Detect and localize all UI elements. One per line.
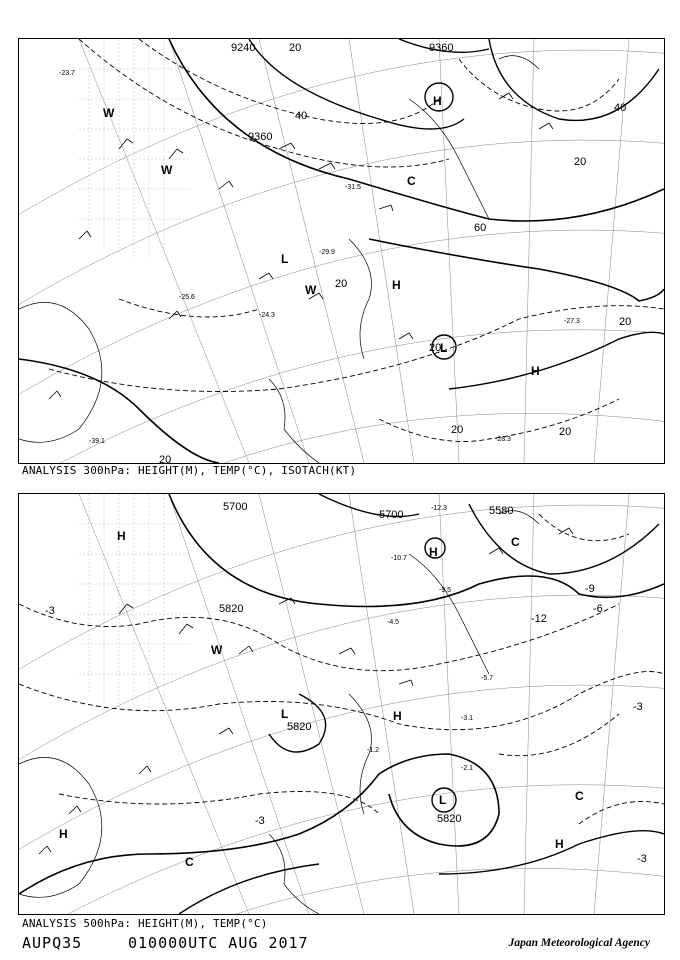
isotach-label: 20 bbox=[429, 342, 442, 354]
coastlines bbox=[19, 56, 539, 463]
temp-value: -9.5 bbox=[439, 587, 452, 594]
warm-center: W bbox=[103, 106, 115, 120]
temp-value: -31.5 bbox=[345, 184, 361, 191]
longitude-lines bbox=[79, 39, 632, 463]
temp-value: -24.3 bbox=[259, 312, 275, 319]
isotherm-label: -3 bbox=[633, 701, 643, 713]
high-center: H bbox=[392, 278, 401, 292]
height-label: 5820 bbox=[437, 813, 462, 825]
temperature-observations bbox=[59, 70, 580, 445]
cold-center: C bbox=[575, 789, 584, 803]
wind-barbs bbox=[49, 93, 553, 399]
latitude-lines bbox=[19, 50, 664, 463]
height-label: 5700 bbox=[379, 509, 404, 521]
map-panel-300hpa bbox=[18, 38, 665, 464]
low-center: L bbox=[439, 793, 447, 807]
height-label: 9360 bbox=[429, 42, 454, 54]
height-label: 5580 bbox=[489, 505, 514, 517]
isotach-label: 20 bbox=[559, 426, 572, 438]
height-label: 5820 bbox=[287, 721, 312, 733]
panel-caption-300hpa: ANALYSIS 300hPa: HEIGHT(M), TEMP(°C), ISOTACH(KT) bbox=[22, 464, 357, 477]
isotherm-lines bbox=[19, 514, 664, 824]
isotherm-label: -3 bbox=[45, 605, 55, 617]
isotach-label: 20 bbox=[289, 42, 302, 54]
temp-value: -23.7 bbox=[59, 70, 75, 77]
low-center: L bbox=[281, 252, 289, 266]
contour-labels bbox=[45, 501, 647, 865]
high-center: H bbox=[117, 529, 126, 543]
temp-value: -4.5 bbox=[387, 619, 400, 626]
high-center: H bbox=[531, 364, 540, 378]
coastlines bbox=[19, 511, 539, 914]
isotach-label: 20 bbox=[619, 316, 632, 328]
isotherm-label: -6 bbox=[593, 603, 603, 615]
temp-value: -3.1 bbox=[461, 715, 474, 722]
temp-value: -12.3 bbox=[431, 505, 447, 512]
agency-name: Japan Meteorological Agency bbox=[508, 937, 650, 949]
temp-value: -25.6 bbox=[179, 294, 195, 301]
cold-center: C bbox=[407, 174, 416, 188]
high-center: H bbox=[393, 709, 402, 723]
height-label: 5700 bbox=[223, 501, 248, 513]
warm-center: W bbox=[211, 643, 223, 657]
temp-value: -28.3 bbox=[495, 436, 511, 443]
map-panel-500hpa bbox=[18, 493, 665, 915]
high-center: H bbox=[429, 545, 438, 559]
latitude-lines bbox=[19, 505, 664, 914]
height-label: 9240 bbox=[231, 42, 256, 54]
isotach-label: 20 bbox=[159, 454, 172, 463]
isotach-label: 40 bbox=[614, 102, 627, 114]
low-center: L bbox=[440, 341, 448, 355]
height-contours bbox=[19, 494, 664, 914]
high-center: H bbox=[59, 827, 68, 841]
temp-value: -2.1 bbox=[461, 765, 474, 772]
isotherm-label: -9 bbox=[585, 583, 595, 595]
temp-value: -5.7 bbox=[481, 675, 494, 682]
cold-center: C bbox=[185, 855, 194, 869]
warm-center: W bbox=[305, 283, 317, 297]
isotherm-label: -12 bbox=[531, 613, 547, 625]
map-500hpa-canvas bbox=[19, 494, 664, 914]
cold-center: C bbox=[511, 535, 520, 549]
panel-caption-500hpa: ANALYSIS 500hPa: HEIGHT(M), TEMP(°C) bbox=[22, 917, 268, 930]
isotach-label: 20 bbox=[451, 424, 464, 436]
longitude-lines bbox=[79, 494, 629, 914]
temp-value: -1.2 bbox=[367, 747, 380, 754]
isotherm-label: -3 bbox=[255, 815, 265, 827]
temp-value: -29.9 bbox=[319, 249, 335, 256]
chart-id: AUPQ35 bbox=[22, 934, 83, 952]
height-label: 5820 bbox=[219, 603, 244, 615]
pressure-centers bbox=[59, 529, 584, 869]
height-contours bbox=[19, 39, 664, 463]
isotach-label: 20 bbox=[574, 156, 587, 168]
isotach-label: 20 bbox=[335, 278, 348, 290]
warm-center: W bbox=[161, 163, 173, 177]
temp-value: -39.1 bbox=[89, 438, 105, 445]
map-300hpa-canvas bbox=[19, 39, 664, 463]
temp-value: -27.3 bbox=[564, 318, 580, 325]
isotach-label: 40 bbox=[295, 110, 308, 122]
temp-value: -10.7 bbox=[391, 555, 407, 562]
high-center: H bbox=[433, 94, 442, 108]
isotach-label: 60 bbox=[474, 222, 487, 234]
high-center: H bbox=[555, 837, 564, 851]
valid-time: 010000UTC AUG 2017 bbox=[128, 934, 309, 952]
low-center: L bbox=[281, 707, 289, 721]
isotherm-label: -3 bbox=[637, 853, 647, 865]
contour-labels bbox=[159, 42, 631, 463]
height-label: 9360 bbox=[248, 131, 273, 143]
